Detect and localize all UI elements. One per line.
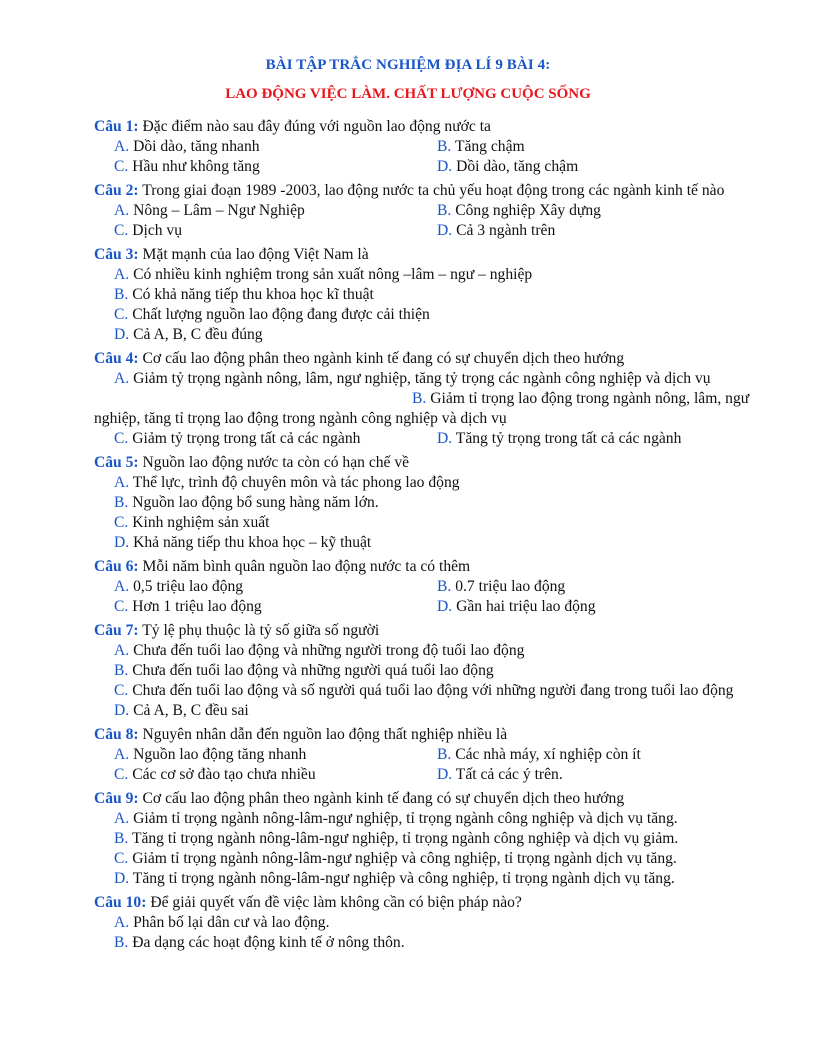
option-d: D. Cả 3 ngành trên [437,222,556,239]
question-label: Câu 10: [94,894,147,911]
question-10 [94,893,762,953]
question-stem [94,725,762,745]
question-text: Cơ cấu lao động phân theo ngành kinh tế đang có sự chuyển dịch theo hướng [142,350,625,367]
question-stem [94,117,762,137]
option-c: C. Các cơ sở đào tạo chưa nhiều [114,766,316,783]
option-a: A. Thể lực, trình độ chuyên môn và tác phong lao động [114,474,460,491]
option-row [94,201,762,221]
question-8 [94,725,762,785]
question-9 [94,789,762,889]
question-stem [94,789,762,809]
question-stem [94,893,762,913]
option-row [94,765,762,785]
question-list [94,117,762,957]
question-label: Câu 3: [94,246,139,263]
option-c: C. Giảm tỷ trọng trong tất cả các ngành [114,430,361,447]
option-a: A. Có nhiều kinh nghiệm trong sản xuất nông –lâm – ngư – nghiệp [114,266,533,283]
option-a: A. Dồi dào, tăng nhanh [114,138,260,155]
option-d: D. Gần hai triệu lao động [437,598,596,615]
option-c: C. Hơn 1 triệu lao động [114,598,262,615]
question-6 [94,557,762,617]
question-label: Câu 7: [94,622,139,639]
question-label: Câu 8: [94,726,139,743]
option-b: B. Công nghiệp Xây dựng [437,202,601,219]
option-a: A. Giảm tỷ trọng ngành nông, lâm, ngư nghiệp, tăng tỷ trọng các ngành công nghiệp và dịch vụ [114,370,711,387]
option-row [94,221,762,241]
question-text: Nguồn lao động nước ta còn có hạn chế về [142,454,410,471]
option-c: C. Giảm tỉ trọng ngành nông-lâm-ngư nghiệp và công nghiệp, tỉ trọng ngành dịch vụ tăng. [114,850,677,867]
question-text: Mỗi năm bình quân nguồn lao động nước ta có thêm [142,558,471,575]
option-d: D. Tăng tỷ trọng trong tất cả các ngành [437,430,682,447]
question-2 [94,181,762,241]
option-a: A. Nguồn lao động tăng nhanh [114,746,307,763]
option-a-b-flow [94,369,762,429]
option-c: C. Chưa đến tuổi lao động và số người quá tuổi lao động với những người đang trong tuổi lao động [114,682,734,699]
question-3 [94,245,762,345]
option-b: B. Giảm tỉ trọng lao động trong ngành nông, lâm, ngư nghiệp, tăng tỉ trọng lao động trong ngành công nghiệp và dịch vụ [94,390,750,427]
question-stem [94,245,762,265]
option-row [94,429,762,449]
question-label: Câu 9: [94,790,139,807]
option-d: D. Dồi dào, tăng chậm [437,158,579,175]
option-b: B. Tăng tỉ trọng ngành nông-lâm-ngư nghiệp, tỉ trọng ngành công nghiệp và dịch vụ giảm. [114,830,679,847]
question-text: Đặc điểm nào sau đây đúng với nguồn lao động nước ta [142,118,491,135]
question-stem [94,349,762,369]
question-5 [94,453,762,553]
option-c: C. Kinh nghiệm sản xuất [114,514,270,531]
option-c: C. Hầu như không tăng [114,158,260,175]
question-text: Tỷ lệ phụ thuộc là tỷ số giữa số người [142,622,380,639]
question-label: Câu 4: [94,350,139,367]
option-b: B. Đa dạng các hoạt động kinh tế ở nông thôn. [114,934,405,951]
question-stem [94,181,762,201]
option-b: B. Nguồn lao động bổ sung hàng năm lớn. [114,494,379,511]
option-d: D. Tăng tỉ trọng ngành nông-lâm-ngư nghiệp và công nghiệp, tỉ trọng ngành dịch vụ tăng. [114,870,675,887]
question-text: Nguyên nhân dẫn đến nguồn lao động thất nghiệp nhiều là [142,726,508,743]
option-b: B. Các nhà máy, xí nghiệp còn ít [437,746,641,763]
question-7 [94,621,762,721]
question-text: Trong giai đoạn 1989 -2003, lao động nước ta chủ yếu hoạt động trong các ngành kinh tế nào [142,182,725,199]
document-subtitle: LAO ĐỘNG VIỆC LÀM. CHẤT LƯỢNG CUỘC SỐNG [225,86,591,102]
option-b: B. Tăng chậm [437,138,525,155]
option-d: D. Cả A, B, C đều đúng [114,326,263,343]
option-d: D. Cả A, B, C đều sai [114,702,249,719]
option-a: A. 0,5 triệu lao động [114,578,244,595]
option-row [94,137,762,157]
question-text: Để giải quyết vấn đề việc làm không cần có biện pháp nào? [150,894,522,911]
question-stem [94,453,762,473]
option-a: A. Chưa đến tuổi lao động và những người trong độ tuổi lao động [114,642,525,659]
option-b: B. Có khả năng tiếp thu khoa học kĩ thuật [114,286,374,303]
question-stem [94,557,762,577]
question-label: Câu 1: [94,118,139,135]
option-d: D. Tất cả các ý trên. [437,766,563,783]
question-text: Mặt mạnh của lao động Việt Nam là [142,246,369,263]
document-title: BÀI TẬP TRẮC NGHIỆM ĐỊA LÍ 9 BÀI 4: [265,57,551,73]
question-label: Câu 6: [94,558,139,575]
option-row [94,745,762,765]
option-b: B. Chưa đến tuổi lao động và những người quá tuổi lao động [114,662,494,679]
question-4 [94,349,762,449]
option-c: C. Dịch vụ [114,222,183,239]
option-a: A. Giảm tỉ trọng ngành nông-lâm-ngư nghiệp, tỉ trọng ngành công nghiệp và dịch vụ tăng. [114,810,678,827]
question-text: Cơ cấu lao động phân theo ngành kinh tế đang có sự chuyển dịch theo hướng [142,790,625,807]
question-label: Câu 5: [94,454,139,471]
question-1 [94,117,762,177]
option-a: A. Nông – Lâm – Ngư Nghiệp [114,202,305,219]
option-d: D. Khả năng tiếp thu khoa học – kỹ thuật [114,534,372,551]
option-row [94,597,762,617]
option-c: C. Chất lượng nguồn lao động đang được cải thiện [114,306,430,323]
question-stem [94,621,762,641]
question-label: Câu 2: [94,182,139,199]
option-a: A. Phân bố lại dân cư và lao động. [114,914,330,931]
option-b: B. 0.7 triệu lao động [437,578,566,595]
option-row [94,157,762,177]
option-row [94,577,762,597]
